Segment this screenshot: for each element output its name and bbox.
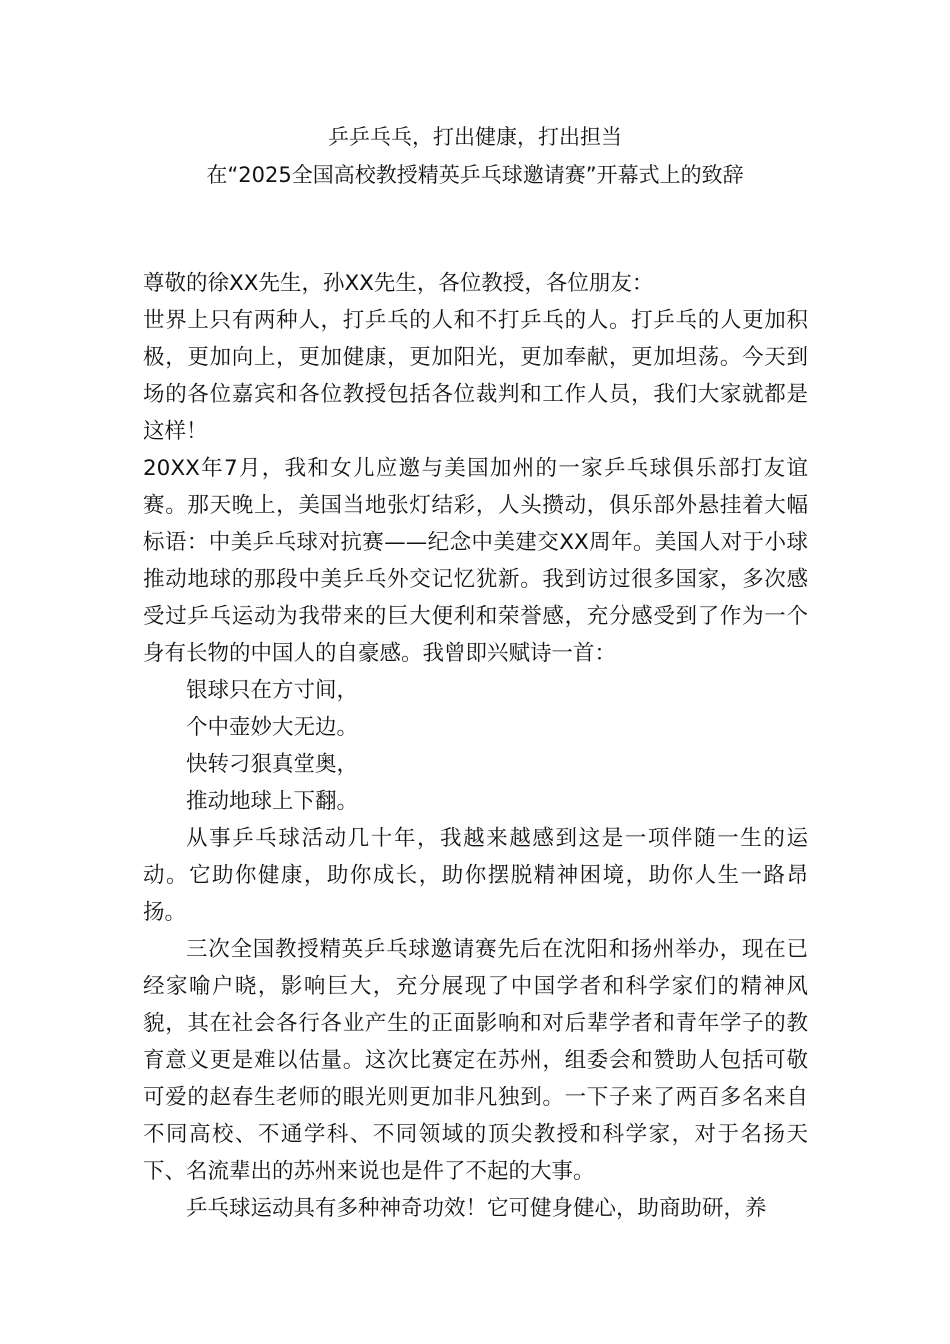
poem-line-2: 个中壶妙大无边。 bbox=[186, 715, 359, 740]
poem bbox=[143, 672, 808, 820]
paragraph-3: 从事乒乓球活动几十年，我越来越感到这是一项伴随一生的运动。它助你健康，助你成长，助你摆脱精神困境，助你人生一路昂扬。 bbox=[143, 826, 808, 925]
paragraph-2: 20XX年7月，我和女儿应邀与美国加州的一家乒乓球俱乐部打友谊赛。那天晚上，美国当地张灯结彩，人头攒动，俱乐部外悬挂着大幅标语：中美乒乓球对抗赛——纪念中美建交XX周年。美国人对于小球推动地球的那段中美乒乓外交记忆犹新。我到访过很多国家，多次感受过乒乓运动为我带来的巨大便利和荣誉感，充分感受到了作为一个身有长物的中国人的自豪感。我曾即兴赋诗一首： bbox=[143, 456, 808, 666]
paragraph-5: 乒乓球运动具有多种神奇功效！它可健身健心，助商助研，养 bbox=[186, 1196, 767, 1221]
poem-line-4: 推动地球上下翻。 bbox=[186, 789, 359, 814]
salutation: 尊敬的徐XX先生，孙XX先生，各位教授，各位朋友： bbox=[143, 271, 654, 296]
title-block bbox=[0, 118, 950, 194]
poem-line-1: 银球只在方寸间， bbox=[186, 678, 359, 703]
paragraph-4: 三次全国教授精英乒乓球邀请赛先后在沈阳和扬州举办，现在已经家喻户晓，影响巨大，充分展现了中国学者和科学家们的精神风貌，其在社会各行各业产生的正面影响和对后辈学者和青年学子的教育意义更是难以估量。这次比赛定在苏州，组委会和赞助人包括可敬可爱的赵春生老师的眼光则更加非凡独到。一下子来了两百多名来自不同高校、不通学科、不同领域的顶尖教授和科学家，对于名扬天下、名流辈出的苏州来说也是件了不起的大事。 bbox=[143, 937, 808, 1184]
document-subtitle: 在“2025全国高校教授精英乒乓球邀请赛”开幕式上的致辞 bbox=[206, 163, 744, 187]
document-title: 乒乒乓乓，打出健康，打出担当 bbox=[328, 125, 622, 149]
document-body bbox=[143, 265, 808, 1227]
poem-line-3: 快转刁狠真堂奥， bbox=[186, 752, 359, 777]
paragraph-1: 世界上只有两种人，打乒乓的人和不打乒乓的人。打乒乓的人更加积极，更加向上，更加健康，更加阳光，更加奉献，更加坦荡。今天到场的各位嘉宾和各位教授包括各位裁判和工作人员，我们大家就都是这样！ bbox=[143, 308, 808, 444]
